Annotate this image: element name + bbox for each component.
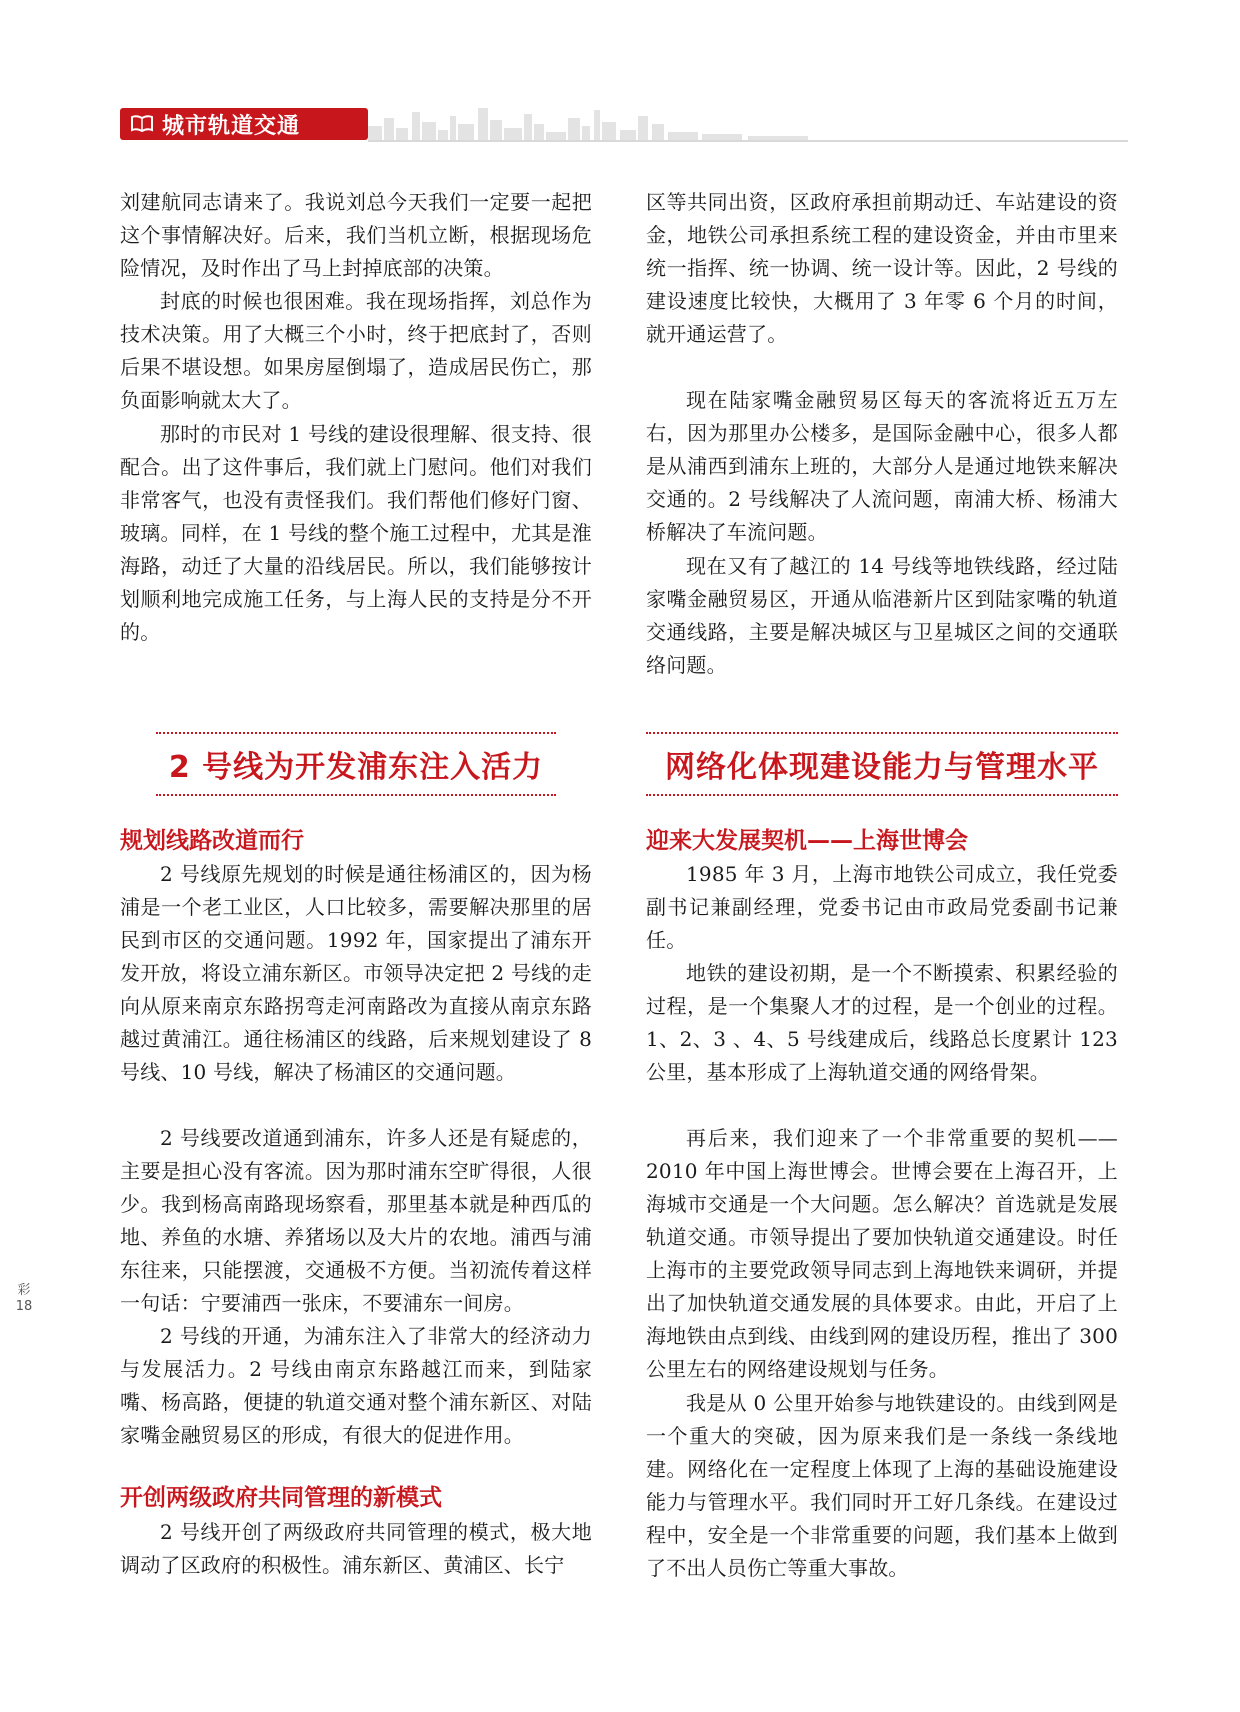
page-header — [120, 104, 1120, 144]
section-title: 2 号线为开发浦东注入活力 — [156, 732, 556, 796]
paragraph: 2 号线要改道通到浦东，许多人还是有疑虑的，主要是担心没有客流。因为那时浦东空旷得很，人很少。我到杨高南路现场察看，那里基本就是种西瓜的地、养鱼的水塘、养猪场以及大片的农地。浦西与浦东往来，只能摆渡，交通极不方便。当初流传着这样一句话：宁要浦西一张床，不要浦东一间房。 — [120, 1126, 592, 1315]
paragraph: 1985 年 3 月，上海市地铁公司成立，我任党委副书记兼副经理，党委书记由市政局党委副书记兼任。 — [646, 862, 1118, 952]
paragraph: 刘建航同志请来了。我说刘总今天我们一定要一起把这个事情解决好。后来，我们当机立断，根据现场危险情况，及时作出了马上封掉底部的决策。 — [120, 190, 592, 280]
paragraph: 2 号线的开通，为浦东注入了非常大的经济动力与发展活力。2 号线由南京东路越江而来，到陆家嘴、杨高路，便捷的轨道交通对整个浦东新区、对陆家嘴金融贸易区的形成，有很大的促进作用。 — [120, 1324, 592, 1447]
paragraph: 2 号线原先规划的时候是通往杨浦区的，因为杨浦是一个老工业区，人口比较多，需要解决那里的居民到市区的交通问题。1992 年，国家提出了浦东开发开放，将设立浦东新区。市领导决定把 2 号线的走向从原来南京东路拐弯走河南路改为直接从南京东路越过黄浦江。通往杨浦区的线路，后来规划建设了 8 号线、10 号线，解决了杨浦区的交通问题。 — [120, 862, 592, 1084]
paragraph: 现在陆家嘴金融贸易区每天的客流将近五万左右，因为那里办公楼多，是国际金融中心，很多人都是从浦西到浦东上班的，大部分人是通过地铁来解决交通的。2 号线解决了人流问题，南浦大桥、杨浦大桥解决了车流问题。 — [646, 388, 1118, 544]
paragraph: 再后来，我们迎来了一个非常重要的契机——2010 年中国上海世博会。世博会要在上海召开，上海城市交通是一个大问题。怎么解决？首选就是发展轨道交通。市领导提出了要加快轨道交通建设。时任上海市的主要党政领导同志到上海地铁来调研，并提出了加快轨道交通发展的具体要求。由此，开启了上海地铁由点到线、由线到网的建设历程，推出了 300 公里左右的网络建设规划与任务。 — [646, 1126, 1118, 1381]
paragraph: 地铁的建设初期，是一个不断摸索、积累经验的过程，是一个集聚人才的过程，是一个创业的过程。1、2、3 、4、5 号线建成后，线路总长度累计 123 公里，基本形成了上海轨道交通的网络骨架。 — [646, 961, 1118, 1084]
paragraph: 现在又有了越江的 14 号线等地铁线路，经过陆家嘴金融贸易区，开通从临港新片区到陆家嘴的轨道交通线路，主要是解决城区与卫星城区之间的交通联络问题。 — [646, 554, 1118, 677]
section-badge — [120, 108, 368, 140]
paragraph: 那时的市民对 1 号线的建设很理解、很支持、很配合。出了这件事后，我们就上门慰问。他们对我们非常客气，也没有责怪我们。我们帮他们修好门窗、玻璃。同样，在 1 号线的整个施工过程中，尤其是淮海路，动迁了大量的沿线居民。所以，我们能够按计划顺利地完成施工任务，与上海人民的支持是分不开的。 — [120, 422, 592, 644]
paragraph: 区等共同出资，区政府承担前期动迁、车站建设的资金，地铁公司承担系统工程的建设资金，并由市里来统一指挥、统一协调、统一设计等。因此，2 号线的建设速度比较快，大概用了 3 年零 6 个月的时间，就开通运营了。 — [646, 190, 1118, 346]
header-title: 城市轨道交通 — [162, 113, 301, 139]
sub-heading: 规划线路改道而行 — [120, 828, 304, 854]
paragraph: 2 号线开创了两级政府共同管理的模式，极大地调动了区政府的积极性。浦东新区、黄浦区、长宁 — [120, 1520, 592, 1577]
sub-heading: 开创两级政府共同管理的新模式 — [120, 1485, 442, 1511]
sub-heading: 迎来大发展契机——上海世博会 — [646, 828, 968, 854]
page-number — [10, 1283, 38, 1315]
page-marker-number: 18 — [15, 1299, 33, 1314]
city-skyline-graphic — [368, 104, 1128, 144]
page-marker-label: 彩 — [17, 1283, 31, 1298]
paragraph: 封底的时候也很困难。我在现场指挥，刘总作为技术决策。用了大概三个小时，终于把底封了，否则后果不堪设想。如果房屋倒塌了，造成居民伤亡，那负面影响就太大了。 — [120, 289, 592, 412]
section-title: 网络化体现建设能力与管理水平 — [646, 732, 1118, 796]
book-icon — [130, 114, 154, 134]
paragraph: 我是从 0 公里开始参与地铁建设的。由线到网是一个重大的突破，因为原来我们是一条线一条线地建。网络化在一定程度上体现了上海的基础设施建设能力与管理水平。我们同时开工好几条线。在建设过程中，安全是一个非常重要的问题，我们基本上做到了不出人员伤亡等重大事故。 — [646, 1391, 1118, 1580]
header-rule — [368, 140, 1128, 142]
